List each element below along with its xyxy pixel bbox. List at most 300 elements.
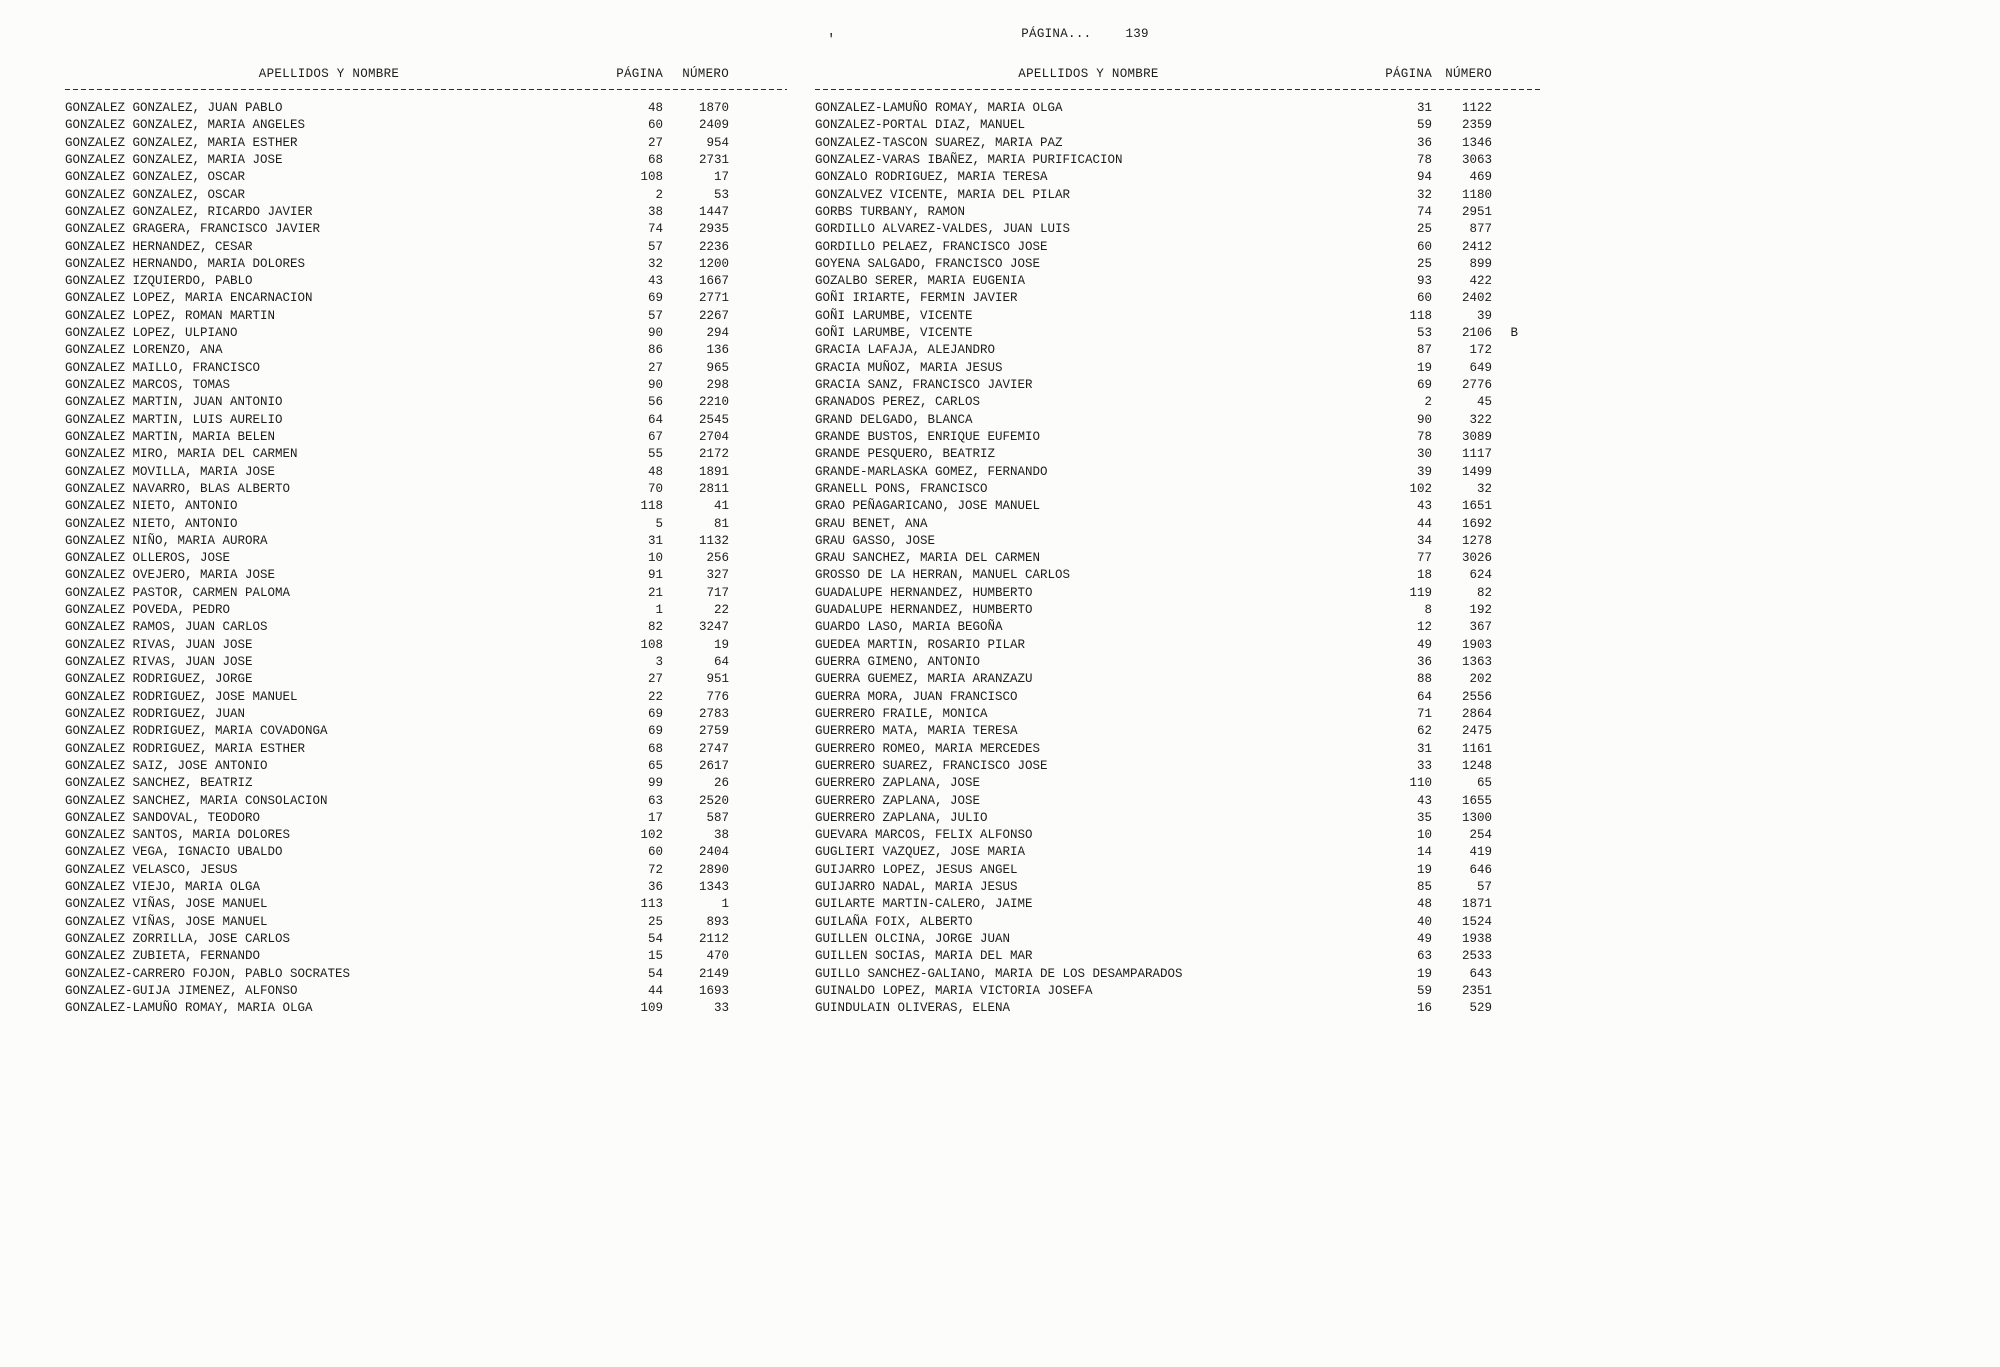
entry-page: 69 (647, 291, 663, 306)
entry-page: 102 (640, 828, 663, 843)
entry-suffix (1492, 619, 1520, 636)
column-header-name: APELLIDOS Y NOMBRE (258, 67, 400, 81)
entry-number: 2811 (698, 481, 729, 496)
entry-name: GUARDO LASO, MARIA BEGOÑA (815, 620, 1003, 635)
entry-name: GONZALEZ GONZALEZ, OSCAR (65, 187, 246, 202)
table-row (65, 810, 755, 827)
table-row (65, 758, 755, 775)
table-row (815, 187, 1520, 204)
entry-number: 965 (706, 360, 729, 375)
entry-number: 294 (706, 326, 729, 341)
entry-name: GONZALEZ RODRIGUEZ, JORGE (65, 672, 253, 687)
table-row (65, 914, 755, 931)
entry-page: 71 (1416, 706, 1432, 721)
entry-name: GONZALEZ-LAMUÑO ROMAY, MARIA OLGA (65, 1001, 313, 1016)
entry-suffix (1492, 533, 1520, 550)
entry-number: 1248 (1461, 758, 1492, 773)
entry-number: 1938 (1461, 932, 1492, 946)
entry-page: 60 (647, 118, 663, 133)
entry-page: 35 (1416, 810, 1432, 825)
entry-number: 2617 (698, 758, 729, 773)
entry-number: 2172 (698, 447, 729, 462)
entry-suffix (1492, 948, 1520, 965)
entry-page: 25 (1416, 222, 1432, 237)
entry-name: GRANELL PONS, FRANCISCO (815, 481, 988, 496)
entry-page: 60 (1416, 239, 1432, 254)
entry-name: GUILLEN OLCINA, JORGE JUAN (815, 932, 1011, 946)
entry-name: GUIJARRO NADAL, MARIA JESUS (815, 880, 1018, 895)
table-row (65, 100, 755, 117)
entry-suffix (1492, 844, 1520, 861)
entry-name: GUILLEN SOCIAS, MARIA DEL MAR (815, 949, 1033, 964)
entry-suffix (729, 793, 755, 810)
entry-page: 119 (1409, 585, 1432, 600)
table-row (815, 567, 1520, 584)
entry-page: 108 (640, 170, 663, 185)
entry-page: 25 (647, 914, 663, 929)
entry-name: GRAU BENET, ANA (815, 516, 928, 531)
entry-number: 3063 (1461, 152, 1492, 167)
entry-number: 82 (1476, 585, 1492, 600)
table-row (815, 117, 1520, 134)
entry-suffix (1492, 152, 1520, 169)
entry-page: 30 (1416, 447, 1432, 462)
entry-number: 1200 (698, 256, 729, 271)
table-row (65, 516, 755, 533)
entry-suffix (729, 117, 755, 134)
entry-number: 17 (713, 170, 729, 185)
entry-suffix (729, 498, 755, 515)
entry-page: 110 (1409, 776, 1432, 791)
entry-number: 2890 (698, 862, 729, 877)
entry-name: GONZALEZ VEGA, IGNACIO UBALDO (65, 845, 283, 860)
entry-name: GONZALEZ-VARAS IBAÑEZ, MARIA PURIFICACION (815, 152, 1123, 167)
entry-page: 93 (1416, 274, 1432, 289)
entry-page: 69 (1416, 378, 1432, 392)
entry-suffix (729, 948, 755, 965)
table-row (815, 412, 1520, 429)
entry-suffix (1492, 481, 1520, 498)
table-row (815, 394, 1520, 411)
entry-number: 1667 (698, 274, 729, 289)
column-header-spacer (1492, 66, 1520, 82)
entry-suffix (729, 567, 755, 584)
entry-suffix (729, 844, 755, 861)
entry-page: 21 (647, 585, 663, 600)
entry-suffix (1492, 793, 1520, 810)
entry-number: 1 (721, 897, 729, 912)
entry-name: GONZALEZ RODRIGUEZ, JOSE MANUEL (65, 689, 298, 704)
entry-number: 954 (706, 135, 729, 150)
entry-page: 38 (647, 204, 663, 219)
entry-suffix (1492, 498, 1520, 515)
entry-number: 202 (1469, 672, 1492, 687)
entry-number: 322 (1469, 412, 1492, 427)
entry-page: 99 (647, 776, 663, 791)
entry-name: GUADALUPE HERNANDEZ, HUMBERTO (815, 603, 1033, 618)
column-header-row (815, 66, 1520, 82)
entry-number: 717 (706, 585, 729, 600)
table-row (815, 810, 1520, 827)
entry-suffix (1492, 550, 1520, 567)
entry-page: 54 (647, 966, 663, 981)
entry-suffix (1492, 516, 1520, 533)
entry-number: 2351 (1461, 983, 1492, 998)
entry-page: 109 (640, 1001, 663, 1016)
dashed-separator (815, 88, 1543, 90)
entry-suffix (729, 516, 755, 533)
entry-page: 16 (1416, 1001, 1432, 1016)
entry-suffix (1492, 723, 1520, 740)
entry-page: 57 (647, 239, 663, 254)
entry-name: GOZALBO SERER, MARIA EUGENIA (815, 274, 1026, 289)
entry-name: GONZALEZ-LAMUÑO ROMAY, MARIA OLGA (815, 101, 1063, 115)
entry-page: 118 (1409, 308, 1432, 323)
table-row (65, 827, 755, 844)
entry-suffix (729, 723, 755, 740)
entry-name: GUILLO SANCHEZ-GALIANO, MARIA DE LOS DESAMPARADOS (815, 966, 1183, 981)
entry-number: 1692 (1461, 516, 1492, 531)
entry-page: 44 (1416, 516, 1432, 531)
entry-page: 36 (647, 880, 663, 895)
table-row (815, 273, 1520, 290)
entry-page: 118 (640, 499, 663, 514)
entry-suffix (729, 273, 755, 290)
entry-number: 33 (713, 1001, 729, 1016)
entry-page: 56 (647, 395, 663, 410)
entry-name: GONZALEZ GONZALEZ, OSCAR (65, 170, 246, 185)
entry-page: 8 (1424, 603, 1432, 618)
table-row (815, 844, 1520, 861)
directory-column-left (65, 66, 755, 1018)
entry-name: GRACIA LAFAJA, ALEJANDRO (815, 343, 996, 358)
entry-number: 1122 (1461, 101, 1492, 115)
entry-name: GONZALEZ VIÑAS, JOSE MANUEL (65, 897, 268, 912)
entry-name: GONZALEZ LORENZO, ANA (65, 343, 223, 358)
column-header-page: PÁGINA (616, 67, 663, 81)
table-row (65, 983, 755, 1000)
entry-suffix (1492, 290, 1520, 307)
directory-column-right (815, 66, 1520, 1018)
table-row (815, 879, 1520, 896)
entry-suffix (1492, 689, 1520, 706)
entry-number: 1343 (698, 880, 729, 895)
entry-name: GRANDE PESQUERO, BEATRIZ (815, 447, 996, 462)
entry-number: 1363 (1461, 655, 1492, 669)
table-row (65, 602, 755, 619)
entry-name: GONZALEZ-CARRERO FOJON, PABLO SOCRATES (65, 966, 351, 981)
table-row (815, 706, 1520, 723)
table-row (65, 394, 755, 411)
entry-name: GUERRERO SUAREZ, FRANCISCO JOSE (815, 758, 1048, 773)
entry-name: GONZALEZ GRAGERA, FRANCISCO JAVIER (65, 222, 321, 237)
entry-page: 74 (1416, 204, 1432, 219)
table-row (65, 135, 755, 152)
entry-name: GROSSO DE LA HERRAN, MANUEL CARLOS (815, 568, 1071, 583)
entry-suffix (1492, 1000, 1520, 1017)
entry-suffix (1492, 567, 1520, 584)
entry-number: 53 (713, 187, 729, 202)
entry-name: GONZALEZ NIETO, ANTONIO (65, 499, 238, 514)
entry-name: GONZALEZ MARTIN, JUAN ANTONIO (65, 395, 283, 410)
entry-name: GRAU SANCHEZ, MARIA DEL CARMEN (815, 551, 1041, 566)
entry-page: 48 (647, 101, 663, 115)
entry-name: GONZALEZ NAVARRO, BLAS ALBERTO (65, 481, 291, 496)
entry-page: 55 (647, 447, 663, 462)
table-row (815, 239, 1520, 256)
table-row (815, 775, 1520, 792)
entry-name: GONZALEZ GONZALEZ, RICARDO JAVIER (65, 204, 313, 219)
table-row (815, 654, 1520, 671)
entry-name: GUERRERO ZAPLANA, JOSE (815, 776, 981, 791)
entry-number: 81 (713, 516, 729, 531)
entry-page: 108 (640, 637, 663, 652)
entry-name: GUERRA GIMENO, ANTONIO (815, 655, 981, 669)
entry-number: 2864 (1461, 706, 1492, 721)
entry-page: 88 (1416, 672, 1432, 687)
entry-name: GORDILLO ALVAREZ-VALDES, JUAN LUIS (815, 222, 1071, 237)
entry-number: 2412 (1461, 239, 1492, 254)
entry-name: GONZALEZ NIETO, ANTONIO (65, 516, 238, 531)
entry-page: 48 (1416, 897, 1432, 912)
entry-number: 2935 (698, 222, 729, 237)
entry-suffix (1492, 273, 1520, 290)
entry-suffix (729, 758, 755, 775)
entry-page: 82 (647, 620, 663, 635)
entry-number: 64 (713, 655, 729, 669)
column-header-page: PÁGINA (1385, 67, 1432, 81)
entry-suffix (1492, 412, 1520, 429)
entry-page: 102 (1409, 481, 1432, 496)
entry-suffix (1492, 100, 1520, 117)
entry-name: GUGLIERI VAZQUEZ, JOSE MARIA (815, 845, 1026, 860)
entry-page: 60 (647, 845, 663, 860)
entry-name: GUEVARA MARCOS, FELIX ALFONSO (815, 828, 1033, 843)
entry-number: 19 (713, 637, 729, 652)
entry-page: 31 (647, 533, 663, 548)
entry-number: 1871 (1461, 897, 1492, 912)
table-row (815, 308, 1520, 325)
entry-name: GONZALEZ VIEJO, MARIA OLGA (65, 880, 261, 895)
entry-page: 27 (647, 672, 663, 687)
entry-number: 32 (1476, 481, 1492, 496)
entry-number: 26 (713, 776, 729, 791)
table-row (815, 948, 1520, 965)
table-row (815, 966, 1520, 983)
entry-name: GRANADOS PEREZ, CARLOS (815, 395, 981, 410)
table-row (815, 100, 1520, 117)
entry-suffix (1492, 931, 1520, 948)
entry-suffix (1492, 671, 1520, 688)
entry-name: GOÑI IRIARTE, FERMIN JAVIER (815, 291, 1018, 306)
table-row (65, 187, 755, 204)
entry-suffix (1492, 446, 1520, 463)
entry-number: 1161 (1461, 741, 1492, 756)
entry-suffix (729, 360, 755, 377)
entry-number: 2267 (698, 308, 729, 323)
entry-name: GONZALEZ MIRO, MARIA DEL CARMEN (65, 447, 298, 462)
entry-number: 422 (1469, 274, 1492, 289)
entry-name: GUADALUPE HERNANDEZ, HUMBERTO (815, 585, 1033, 600)
entry-name: GUINDULAIN OLIVERAS, ELENA (815, 1001, 1011, 1016)
entry-page: 90 (647, 326, 663, 341)
entry-number: 172 (1469, 343, 1492, 358)
entry-name: GONZALEZ ZORRILLA, JOSE CARLOS (65, 932, 291, 946)
entry-name: GONZALEZ NIÑO, MARIA AURORA (65, 533, 268, 548)
entry-page: 68 (647, 152, 663, 167)
entry-number: 2359 (1461, 118, 1492, 133)
entry-number: 529 (1469, 1001, 1492, 1016)
entry-page: 59 (1416, 118, 1432, 133)
entry-name: GRAND DELGADO, BLANCA (815, 412, 973, 427)
entry-number: 893 (706, 914, 729, 929)
table-row (815, 914, 1520, 931)
entry-suffix (1492, 169, 1520, 186)
entry-page: 69 (647, 724, 663, 739)
entry-name: GONZALEZ SANCHEZ, MARIA CONSOLACION (65, 793, 328, 808)
table-row (65, 239, 755, 256)
entry-suffix (729, 412, 755, 429)
entry-suffix (729, 481, 755, 498)
entry-page: 49 (1416, 932, 1432, 946)
column-header-number: NÚMERO (1445, 67, 1492, 81)
entry-number: 2783 (698, 706, 729, 721)
entry-suffix (1492, 706, 1520, 723)
table-row (815, 585, 1520, 602)
table-row (65, 844, 755, 861)
entry-name: GONZALEZ POVEDA, PEDRO (65, 603, 231, 618)
table-row (815, 723, 1520, 740)
entry-number: 2556 (1461, 689, 1492, 704)
entry-name: GONZALEZ LOPEZ, ULPIANO (65, 326, 238, 341)
entry-page: 27 (647, 135, 663, 150)
table-row (815, 619, 1520, 636)
entry-suffix (1492, 308, 1520, 325)
entry-name: GUERRERO ZAPLANA, JULIO (815, 810, 988, 825)
table-row (65, 412, 755, 429)
entry-suffix (1492, 221, 1520, 238)
table-row (815, 204, 1520, 221)
table-row (815, 342, 1520, 359)
entry-page: 32 (647, 256, 663, 271)
entry-page: 19 (1416, 966, 1432, 981)
entry-page: 36 (1416, 135, 1432, 150)
table-row (65, 256, 755, 273)
entry-suffix (729, 585, 755, 602)
entry-number: 877 (1469, 222, 1492, 237)
entry-suffix (729, 464, 755, 481)
entry-number: 1524 (1461, 914, 1492, 929)
table-row (65, 169, 755, 186)
entry-page: 43 (1416, 793, 1432, 808)
entry-number: 419 (1469, 845, 1492, 860)
entry-page: 59 (1416, 983, 1432, 998)
entry-suffix (729, 135, 755, 152)
table-row (65, 498, 755, 515)
entry-number: 951 (706, 672, 729, 687)
entry-suffix (729, 100, 755, 117)
scan-artifact: ' (827, 32, 836, 48)
entry-suffix (729, 637, 755, 654)
entry-number: 2475 (1461, 724, 1492, 739)
entry-suffix (1492, 637, 1520, 654)
entry-number: 254 (1469, 828, 1492, 843)
entry-suffix (729, 204, 755, 221)
entry-number: 3247 (698, 620, 729, 635)
entry-suffix (729, 221, 755, 238)
entry-page: 68 (647, 741, 663, 756)
entry-page: 90 (1416, 412, 1432, 427)
table-row (65, 464, 755, 481)
entry-page: 54 (647, 932, 663, 946)
entry-page: 74 (647, 222, 663, 237)
entry-name: GUERRERO ZAPLANA, JOSE (815, 793, 981, 808)
entry-suffix (1492, 914, 1520, 931)
table-row (815, 793, 1520, 810)
table-row (815, 464, 1520, 481)
entry-name: GUINALDO LOPEZ, MARIA VICTORIA JOSEFA (815, 983, 1093, 998)
entry-number: 1870 (698, 101, 729, 115)
entry-suffix (729, 879, 755, 896)
entry-suffix (1492, 429, 1520, 446)
entry-number: 136 (706, 343, 729, 358)
entry-page: 94 (1416, 170, 1432, 185)
table-row (815, 637, 1520, 654)
entry-suffix (729, 169, 755, 186)
entry-page: 87 (1416, 343, 1432, 358)
entry-name: GONZALVEZ VICENTE, MARIA DEL PILAR (815, 187, 1071, 202)
entry-number: 2951 (1461, 204, 1492, 219)
entry-name: GUILAÑA FOIX, ALBERTO (815, 914, 973, 929)
entry-suffix (729, 654, 755, 671)
entry-name: GONZALEZ SANDOVAL, TEODORO (65, 810, 261, 825)
entry-name: GONZALEZ MAILLO, FRANCISCO (65, 360, 261, 375)
entry-number: 367 (1469, 620, 1492, 635)
entry-name: GORBS TURBANY, RAMON (815, 204, 966, 219)
entry-suffix (1492, 377, 1520, 394)
table-row (65, 481, 755, 498)
entry-suffix (729, 377, 755, 394)
entry-page: 64 (1416, 689, 1432, 704)
table-row (815, 325, 1520, 342)
table-row (815, 741, 1520, 758)
entry-suffix (1492, 585, 1520, 602)
entry-page: 86 (647, 343, 663, 358)
entry-suffix (729, 827, 755, 844)
entry-suffix (729, 810, 755, 827)
table-row (65, 533, 755, 550)
table-row (65, 741, 755, 758)
entry-name: GONZALEZ MARTIN, LUIS AURELIO (65, 412, 283, 427)
table-row (65, 948, 755, 965)
entry-name: GONZALEZ VELASCO, JESUS (65, 862, 238, 877)
entry-page: 63 (1416, 949, 1432, 964)
entry-number: 192 (1469, 603, 1492, 618)
table-row (65, 221, 755, 238)
entry-suffix (729, 966, 755, 983)
entry-page: 10 (1416, 828, 1432, 843)
entry-page: 19 (1416, 862, 1432, 877)
entry-page: 57 (647, 308, 663, 323)
entry-name: GONZALEZ GONZALEZ, MARIA ESTHER (65, 135, 298, 150)
entry-name: GRANDE-MARLASKA GOMEZ, FERNANDO (815, 464, 1048, 479)
entry-number: 899 (1469, 256, 1492, 271)
entry-suffix (1492, 187, 1520, 204)
entry-number: 2704 (698, 429, 729, 444)
entry-name: GONZALEZ VIÑAS, JOSE MANUEL (65, 914, 268, 929)
entry-suffix (729, 152, 755, 169)
entry-number: 2759 (698, 724, 729, 739)
